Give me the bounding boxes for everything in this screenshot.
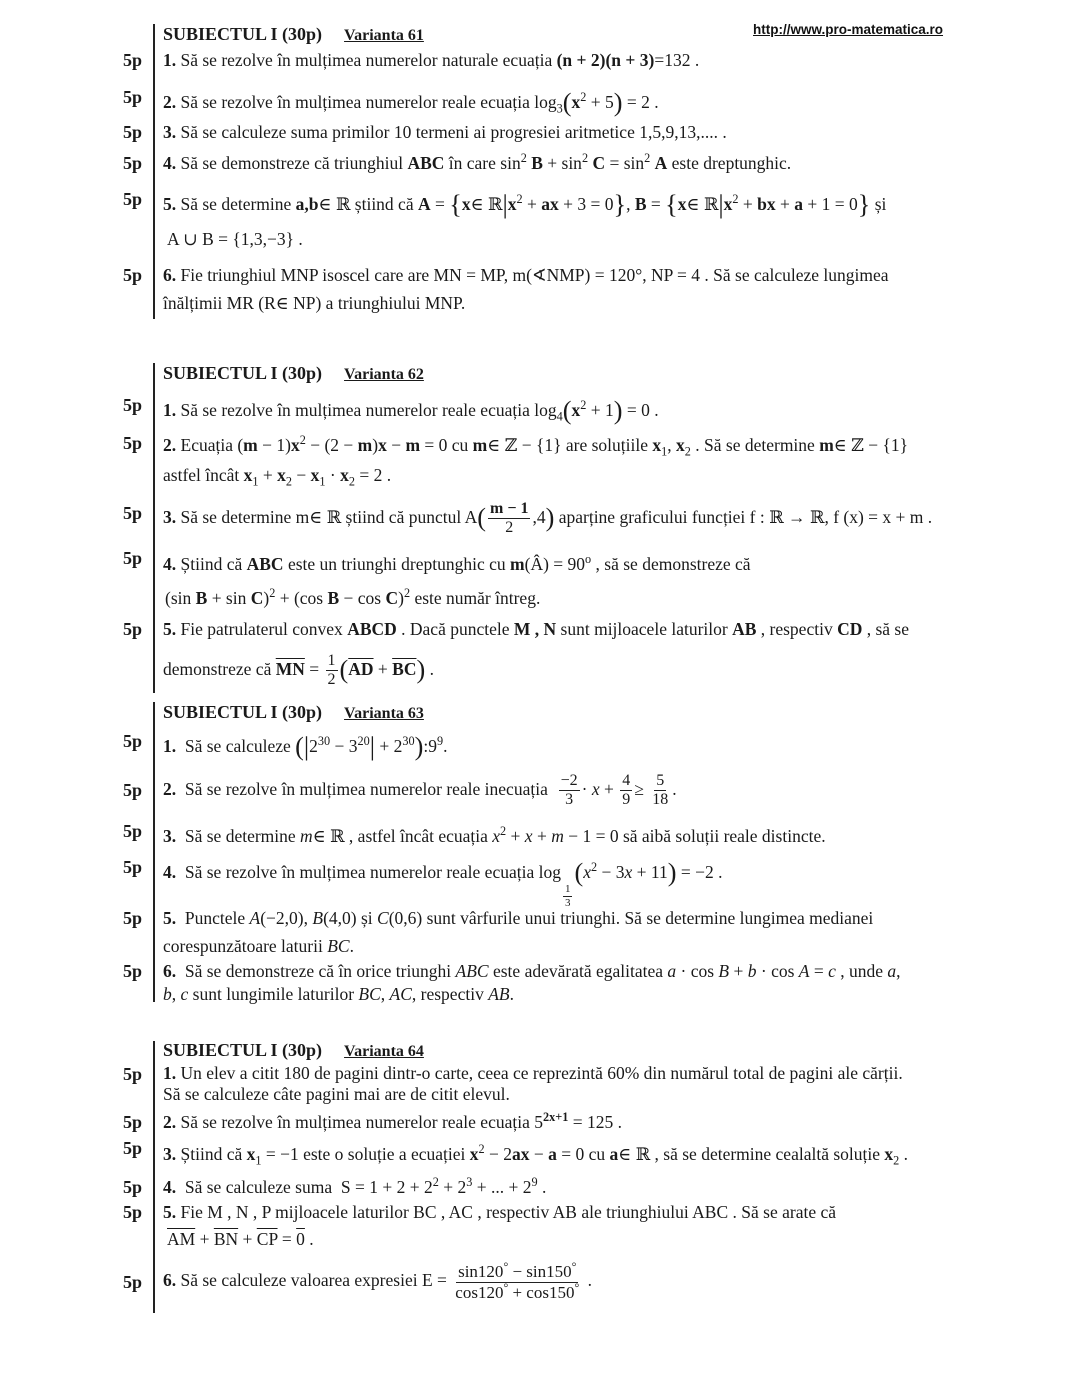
points-label: 5p [123,961,143,981]
problem-61-6-cont: înălțimii MR (R∈ NP) a triunghiului MNP. [163,293,466,313]
points-label: 5p [123,1112,143,1132]
points-label: 5p [123,265,143,285]
problem-text-tail: aparține graficului funcției f : ℝ → ℝ, f (x) = x + m . [558,506,933,527]
subject-header [163,702,424,723]
problem-text: Fie triunghiul MNP isoscel care are MN = MP, m(∢NMP) = 120°, NP = 4 . Să se calculeze lungimea [180,265,889,285]
variant-label: Varianta 62 [344,366,424,383]
problem-64-5: 5. Fie M , N , P mijloacele laturilor BC , AC , respectiv AB ale triunghiului ABC . Să se arate că [163,1202,836,1222]
margin-rule [153,702,155,1002]
problem-text: Să se rezolve în mulțimea numerelor reale ecuația [180,92,530,112]
problem-number: 4. [163,862,177,882]
problem-62-1: 1. Să se rezolve în mulțimea numerelor reale ecuația $\log_4(x^2 + 1) = 0$ . [163,396,659,425]
points-label: 5p [123,780,143,800]
problem-64-1-cont: Să se calculeze câte pagini mai are de citit elevul. [163,1084,510,1104]
problem-number: 1. [163,50,177,70]
problem-61-1: 1. Să se rezolve în mulțimea numerelor naturale ecuația (n + 2)(n + 3)=132 . [163,50,700,70]
points-label: 5p [123,433,143,453]
problem-number: 3. [163,122,177,142]
problem-62-2: 2. Ecuația $(m - 1)x^2 - (2 - m)x - m = 0$ cu m∈ ℤ − {1} are soluțiile $x_1$, $x_2$ . Să se determine m∈ ℤ − {1} [163,433,909,459]
problem-64-3: 3. Știind că $x_1 = -1$ este o soluție a ecuației $x^2 - 2ax - a = 0$ cu a∈ ℝ , să se determine cealaltă soluție $x_2$ . [163,1142,909,1168]
problem-text: Un elev a citit 180 de pagini dintr-o carte, ceea ce reprezintă 60% din numărul total de pagini ale cărții. [180,1063,903,1083]
problem-64-5-cont: $\overline{AM} + \overline{BN} + \overline{CP} = 0$ . [167,1229,314,1249]
points-label: 5p [123,153,143,173]
points-label: 5p [123,395,143,415]
problem-number: 6. [163,265,177,285]
problem-text: Să se rezolve în mulțimea numerelor reale ecuația [180,400,530,420]
points-label: 5p [123,50,143,70]
problem-62-3: 3. Să se determine m∈ ℝ știind că punctul A( $\frac{m - 1}{2}$ ,4) aparține graficului funcției f : ℝ → ℝ, f (x) = x + m . [163,500,933,537]
problem-61-6 [163,265,889,286]
problem-number: 5. [163,908,177,928]
problem-text: Să se rezolve în mulțimea numerelor reale ecuația [180,1112,530,1132]
points-label: 5p [123,189,143,209]
subject-header [163,1040,424,1061]
subject-header [163,24,424,45]
problem-number: 6. [163,961,177,981]
problem-text: Să se rezolve în mulțimea numerelor reale inecuația [184,778,548,799]
problem-61-2: 2. Să se rezolve în mulțimea numerelor reale ecuația $\log_3(x^2 + 5) = 2$ . [163,88,659,117]
problem-61-3 [163,122,727,143]
margin-rule [153,24,155,319]
problem-number: 1. [163,1063,177,1083]
variant-label: Varianta 63 [344,705,424,722]
problem-text: Să se calculeze valoarea expresiei [180,1270,418,1291]
subject-title: SUBIECTUL I (30p) [163,363,323,383]
problem-63-6-cont: b, c sunt lungimile laturilor BC, AC, respectiv AB. [163,984,514,1004]
points-label: 5p [123,1272,143,1292]
problem-62-2-cont: astfel încât $x_1 + x_2 - x_1 \cdot x_2 = 2$ . [163,465,392,489]
problem-number: 3. [163,506,177,527]
points-label: 5p [123,1177,143,1197]
problem-62-5-cont: demonstreze că $\overline{MN}$ = $\frac{1}{2}$ $(\overline{AD} + \overline{BC})$ . [163,652,434,689]
problem-64-2: 2. Să se rezolve în mulțimea numerelor reale ecuația $5^{2x+1} = 125$ . [163,1110,622,1132]
problem-63-5: 5. Punctele A(−2,0), B(4,0) și C(0,6) sunt vârfurile unui triunghi. Să se determine lungimea medianei [163,908,874,928]
points-label: 5p [123,548,143,568]
problem-64-6: 6. Să se calculeze valoarea expresiei E = $\frac{\sin 120^\circ - \sin 150^\circ}{\cos 120^\circ + \cos 150^\circ}$ . [163,1259,592,1302]
problem-62-4-cont: (sin B + sin C)$^2$ + (cos B − cos C)$^2$ este număr întreg. [165,586,541,608]
subject-header [163,363,424,384]
problem-number: 5. [163,1202,177,1222]
problem-text: Să se rezolve în mulțimea numerelor reale ecuația [184,862,535,882]
problem-63-4: 4. Să se rezolve în mulțimea numerelor reale ecuația log $\frac{1}{3}$ $(x^2 - 3x + 11) = -2$ . [163,858,723,909]
problem-64-4: 4. Să se calculeze suma $S = 1 + 2 + 2^2 + 2^3$ + ... + $2^9$ . [163,1175,547,1197]
points-label: 5p [123,503,143,523]
points-label: 5p [123,731,143,751]
problem-61-5: 5. Să se determine a,b∈ ℝ știind că A = {x∈ $ℝ|x^2$ + ax + 3 = 0}, B = {x∈ $ℝ|x^2$ + bx + a + 1 = 0} și [163,190,887,219]
subject-title: SUBIECTUL I (30p) [163,24,323,44]
problem-63-3: 3. Să se determine m∈ ℝ , astfel încât ecuația $x^2 + x + m - 1 = 0$ să aibă soluții reale distincte. [163,824,826,846]
problem-number: 6. [163,1270,177,1291]
points-label: 5p [123,857,143,877]
margin-rule [153,363,155,693]
problem-number: 2. [163,435,177,455]
problem-number: 1. [163,736,177,756]
problem-number: 4. [163,153,177,173]
subject-title: SUBIECTUL I (30p) [163,702,323,722]
problem-text: Să se rezolve în mulțimea numerelor naturale ecuația [180,50,553,70]
problem-63-2: 2. Să se rezolve în mulțimea numerelor reale inecuația $\frac{-2}{3}$ · x + $\frac{4}{9}$ ≥ $\frac{5}{18}$ . [163,772,677,809]
margin-rule [153,1041,155,1313]
problem-62-5: 5. Fie patrulaterul convex ABCD . Dacă punctele M , N sunt mijloacele laturilor AB , respectiv CD , să se [163,619,910,639]
points-label: 5p [123,908,143,928]
subject-title: SUBIECTUL I (30p) [163,1040,323,1060]
problem-63-5-cont: corespunzătoare laturii BC. [163,936,354,956]
problem-number: 4. [163,1177,177,1197]
problem-number: 5. [163,194,177,214]
points-label: 5p [123,619,143,639]
problem-text: Să se calculeze suma [184,1177,333,1197]
problem-number: 1. [163,400,177,420]
problem-number: 5. [163,619,177,639]
points-label: 5p [123,1138,143,1158]
problem-number: 3. [163,826,177,846]
problem-number: 2. [163,778,177,799]
problem-63-1: 1. Să se calculeze ($|2^{30} - 3^{20}|$ + $2^{30}):9^9$. [163,732,448,761]
problem-61-4: 4. Să se demonstreze că triunghiul ABC în care $\sin^2 B + \sin^2 C = \sin^2 A$ este dreptunghic. [163,151,792,173]
problem-62-4: 4. Știind că ABC este un triunghi dreptunghic cu m(Â) = $90^o$ , să se demonstreze că [163,552,751,574]
problem-text: Să se calculeze [184,736,291,756]
problem-number: 4. [163,554,177,574]
points-label: 5p [123,122,143,142]
points-label: 5p [123,1064,143,1084]
problem-text: Să se determine m∈ ℝ știind că punctul [180,506,462,527]
variant-label: Varianta 61 [344,27,424,44]
points-label: 5p [123,821,143,841]
problem-number: 2. [163,1112,177,1132]
problem-63-6: 6. Să se demonstreze că în orice triunghi ABC este adevărată egalitatea a · cos B + b · cos A = c , unde a, [163,961,901,981]
problem-text: Să se calculeze suma primilor 10 termeni ai progresiei aritmetice 1,5,9,13,.... . [180,122,727,142]
points-label: 5p [123,1202,143,1222]
points-label: 5p [123,87,143,107]
problem-64-1 [163,1063,903,1084]
problem-number: 2. [163,92,177,112]
variant-label: Varianta 64 [344,1043,424,1060]
problem-number: 3. [163,1144,177,1164]
site-url-link[interactable]: http://www.pro-matematica.ro [753,22,944,37]
problem-61-5-cont: A ∪ B = {1,3,−3} . [167,229,303,249]
